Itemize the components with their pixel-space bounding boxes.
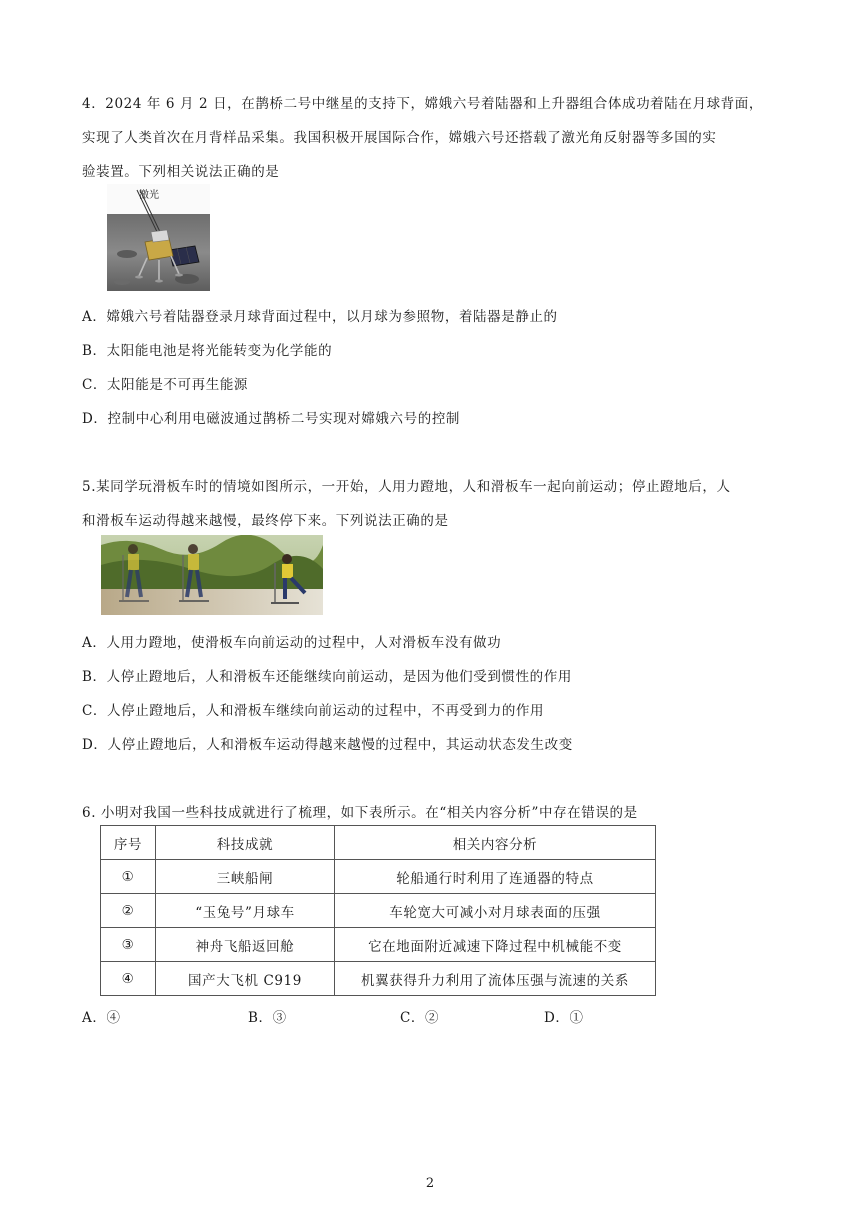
q4-option-a: A．嫦娥六号着陆器登录月球背面过程中，以月球为参照物，着陆器是静止的 — [82, 309, 558, 325]
table-header-row — [101, 826, 656, 860]
q4-stem-line-1: 4．2024 年 6 月 2 日，在鹊桥二号中继星的支持下，嫦娥六号着陆器和上升器组合体成功着陆在月球背面， — [82, 96, 763, 112]
q5-option-b: B．人停止蹬地后，人和滑板车还能继续向前运动，是因为他们受到惯性的作用 — [82, 669, 572, 685]
table-cell: ① — [101, 860, 156, 894]
q5-option-d: D．人停止蹬地后，人和滑板车运动得越来越慢的过程中，其运动状态发生改变 — [82, 737, 573, 753]
table-cell: ③ — [101, 928, 156, 962]
q6-stem: 6. 小明对我国一些科技成就进行了梳理，如下表所示。在“相关内容分析”中存在错误的是 — [82, 805, 638, 821]
table-cell: “玉兔号”月球车 — [156, 894, 335, 928]
q5-option-a: A．人用力蹬地，使滑板车向前运动的过程中，人对滑板车没有做功 — [82, 635, 502, 651]
table-cell: 轮船通行时利用了连通器的特点 — [335, 860, 656, 894]
table-cell: 车轮宽大可减小对月球表面的压强 — [335, 894, 656, 928]
table-cell: 国产大飞机 C919 — [156, 962, 335, 996]
q6-answer-a: A．④ — [82, 1010, 121, 1026]
table-row — [101, 860, 656, 894]
table-cell: ② — [101, 894, 156, 928]
q5-stem-line-1: 5.某同学玩滑板车时的情境如图所示，一开始，人用力蹬地，人和滑板车一起向前运动；停止蹬地后，人 — [82, 479, 731, 495]
page-number: 2 — [425, 1176, 435, 1191]
q4-stem-line-3: 验装置。下列相关说法正确的是 — [82, 164, 280, 180]
table-header: 科技成就 — [156, 826, 335, 860]
table-cell: ④ — [101, 962, 156, 996]
table-cell: 它在地面附近减速下降过程中机械能不变 — [335, 928, 656, 962]
q4-option-d: D．控制中心利用电磁波通过鹊桥二号实现对嫦娥六号的控制 — [82, 411, 461, 427]
table-header: 序号 — [101, 826, 156, 860]
lunar-lander-image — [107, 184, 210, 291]
table-cell: 机翼获得升力利用了流体压强与流速的关系 — [335, 962, 656, 996]
q5-option-c: C．人停止蹬地后，人和滑板车继续向前运动的过程中，不再受到力的作用 — [82, 703, 545, 719]
table-cell: 三峡船闸 — [156, 860, 335, 894]
q4-option-c: C．太阳能是不可再生能源 — [82, 377, 249, 393]
q4-stem-line-2: 实现了人类首次在月背样品采集。我国积极开展国际合作，嫦娥六号还搭载了激光角反射器等多国的实 — [82, 130, 717, 146]
table-row — [101, 962, 656, 996]
table-row — [101, 928, 656, 962]
q5-stem-line-2: 和滑板车运动得越来越慢，最终停下来。下列说法正确的是 — [82, 513, 449, 529]
q4-option-b: B．太阳能电池是将光能转变为化学能的 — [82, 343, 333, 359]
sci-achievements-table — [100, 825, 656, 996]
table-header: 相关内容分析 — [335, 826, 656, 860]
laser-label: 激光 — [139, 190, 159, 201]
scooter-image — [101, 535, 323, 615]
q6-answer-d: D．① — [544, 1010, 584, 1026]
table-row — [101, 894, 656, 928]
q6-answer-c: C．② — [400, 1010, 440, 1026]
q6-answer-b: B．③ — [248, 1010, 287, 1026]
table-cell: 神舟飞船返回舱 — [156, 928, 335, 962]
